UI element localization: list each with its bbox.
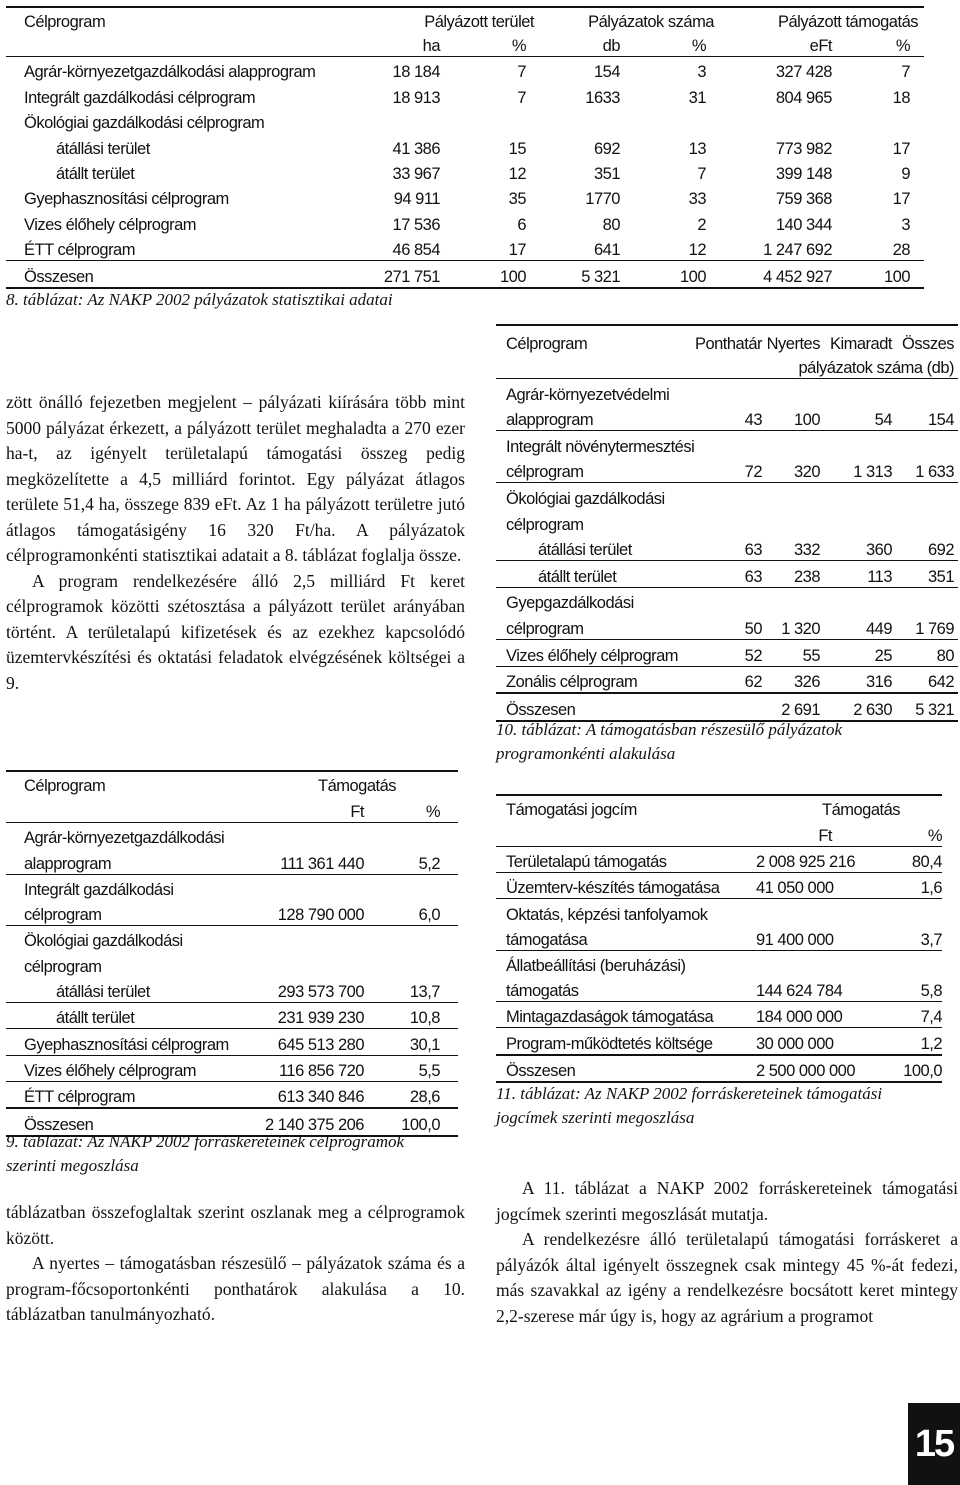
- cell-value: 5 321: [581, 267, 620, 286]
- table-9: [6, 770, 458, 1137]
- table-row: [6, 209, 924, 234]
- cell-value: 1 769: [915, 619, 954, 638]
- table-row: [496, 847, 942, 873]
- cell-value: 113: [867, 567, 892, 586]
- cell-value: 80: [602, 215, 620, 234]
- cell-value: 1 320: [781, 619, 820, 638]
- cell-value: 30,1: [409, 1035, 440, 1054]
- cell-value: 28,6: [409, 1088, 440, 1107]
- body-text-1: [6, 390, 465, 696]
- cell-value: 18 184: [392, 63, 440, 82]
- cell-value: 9: [901, 164, 910, 183]
- table-row: [6, 823, 458, 848]
- cell-value: 100,0: [401, 1115, 440, 1134]
- table-row: [496, 1028, 942, 1054]
- cell-value: 759 368: [775, 190, 832, 209]
- cell-value: 641: [593, 241, 620, 260]
- cell-value: 2 008 925 216: [756, 853, 856, 872]
- row-label: Agrár-környezetgazdálkodási alapprogram: [24, 63, 316, 82]
- body-text-3: [496, 1176, 958, 1329]
- table-8: [6, 6, 924, 289]
- cell-value: 293 573 700: [277, 983, 364, 1002]
- cell-value: 7: [517, 88, 526, 107]
- table-row: [6, 1056, 458, 1082]
- cell-value: 116 856 720: [278, 1061, 364, 1080]
- cell-value: 1 633: [915, 463, 954, 482]
- cell-value: 399 148: [775, 164, 832, 183]
- table-row: [6, 875, 458, 900]
- cell-value: 326: [793, 673, 820, 692]
- cell-value: 18 913: [392, 88, 440, 107]
- cell-value: 10,8: [409, 1009, 440, 1028]
- row-label: átállási terület: [56, 983, 150, 1002]
- row-label: átállt terület: [538, 567, 617, 586]
- cell-value: 55: [802, 646, 820, 665]
- cell-value: 17: [892, 190, 910, 209]
- cell-value: 41 050 000: [756, 879, 834, 898]
- table-row: [6, 159, 924, 184]
- cell-value: 13,7: [409, 983, 440, 1002]
- row-label: támogatás: [506, 982, 579, 1001]
- row-label: Vizes élőhely célprogram: [24, 215, 197, 234]
- body-text-2: [6, 1200, 465, 1328]
- cell-value: 43: [744, 411, 762, 430]
- row-label: Gyephasznosítási célprogram: [24, 190, 229, 209]
- cell-value: 80: [936, 646, 954, 665]
- row-label: Integrált gazdálkodási célprogram: [24, 88, 256, 107]
- t8-unit: %: [511, 37, 526, 55]
- cell-value: 773 982: [775, 139, 832, 158]
- table-row: [496, 509, 958, 535]
- cell-value: 128 790 000: [277, 906, 364, 925]
- table-row: [496, 483, 958, 509]
- table-row: [6, 848, 458, 874]
- row-label: Ökológiai gazdálkodási: [506, 489, 665, 508]
- t10-subheader: pályázatok száma (db): [798, 359, 954, 377]
- cell-value: 111 361 440: [280, 854, 364, 873]
- t8-unit: ha: [422, 37, 440, 55]
- cell-value: 3,7: [920, 930, 942, 949]
- cell-value: 100: [793, 411, 820, 430]
- table-10: [496, 324, 958, 722]
- table-row: [6, 57, 924, 82]
- cell-value: 7: [697, 164, 706, 183]
- cell-value: 31: [688, 88, 706, 107]
- row-label: Mintagazdaságok támogatása: [506, 1008, 714, 1027]
- t10-header-missed: Kimaradt: [829, 335, 892, 353]
- row-label: Területalapú támogatás: [506, 853, 667, 872]
- cell-value: 5,2: [418, 854, 440, 873]
- cell-value: 80,4: [911, 853, 942, 872]
- row-label: célprogram: [24, 906, 102, 925]
- cell-value: 154: [593, 63, 620, 82]
- cell-value: 5 321: [915, 700, 954, 719]
- row-label: Zonális célprogram: [506, 673, 638, 692]
- paragraph-text: táblázatban összefoglaltak szerint oszlanak meg a célprogramok között.: [6, 1202, 465, 1248]
- table-row: [6, 1003, 458, 1029]
- cell-value: 449: [865, 619, 892, 638]
- table-row: [496, 951, 942, 976]
- cell-value: 1 313: [853, 463, 892, 482]
- t10-header-program: Célprogram: [506, 335, 588, 353]
- t8-unit: %: [895, 37, 910, 55]
- row-label: Üzemterv-készítés támogatása: [506, 879, 720, 898]
- row-label: alapprogram: [24, 854, 112, 873]
- table-row: [6, 900, 458, 926]
- t9-header-program: Célprogram: [24, 777, 106, 795]
- t8-header-program: Célprogram: [24, 13, 106, 31]
- row-label: Oktatás, képzési tanfolyamok: [506, 905, 708, 924]
- paragraph: A 11. táblázat a NAKP 2002 forráskereteinek támogatási jogcímek szerinti megoszlását mutatja.: [496, 1178, 958, 1224]
- table-row: [496, 457, 958, 484]
- table-row: [496, 379, 958, 405]
- table-row: [496, 640, 958, 667]
- paragraph: zött önálló fejezetben megjelent – pályázati kiírására több mint 5000 pályázat érkezett, a pályázott terület meghaladta a 270 ezer ha-t, az igényelt területalapú támogatási összeg pedig megközelítette a 4,5 milliárd forintot. Egy pályázat átlagos területe 51,4 ha, összege 839 eFt. Az 1 ha pályázott területre jutó átlagos támogatásigény 16 320 Ft/ha. A pályázatok célprogramonkénti statisztikai adatait a 8. táblázat foglalja össze.: [6, 392, 465, 565]
- paragraph: A rendelkezésre álló területalapú támogatási forráskeret a pályázók által igényelt összegnek csak mintegy 45 %-át fedezi, más szavakkal az igény a rendelkezésre bocsátott keret mintegy 2,2-szerese már úgy is, hogy az agrárium a programot: [496, 1229, 958, 1326]
- cell-value: 645 513 280: [277, 1035, 364, 1054]
- cell-value: 25: [874, 646, 892, 665]
- row-label: célprogram: [24, 957, 102, 976]
- row-label: Gyepgazdálkodási: [506, 594, 634, 613]
- row-label: Összesen: [506, 1061, 576, 1080]
- row-label: Integrált növénytermesztési: [506, 437, 695, 456]
- row-label: ÉTT célprogram: [24, 1088, 135, 1107]
- cell-value: 184 000 000: [756, 1008, 843, 1027]
- table-row: [6, 951, 458, 976]
- row-label: Összesen: [506, 700, 576, 719]
- table-row: [496, 431, 958, 457]
- cell-value: 2: [697, 215, 706, 234]
- table-8-caption: 8. táblázat: Az NAKP 2002 pályázatok statisztikai adatai: [6, 290, 393, 309]
- cell-value: 231 939 230: [277, 1009, 364, 1028]
- row-label: célprogram: [506, 619, 584, 638]
- cell-value: 1 247 692: [763, 241, 832, 260]
- cell-value: 7: [517, 63, 526, 82]
- cell-value: 6: [517, 215, 526, 234]
- table-row: [496, 588, 958, 614]
- cell-value: 7,4: [920, 1008, 942, 1027]
- cell-value: 18: [892, 88, 910, 107]
- cell-value: 100: [499, 267, 526, 286]
- cell-value: 613 340 846: [277, 1088, 364, 1107]
- row-label: támogatása: [506, 930, 588, 949]
- table-row: [6, 108, 924, 133]
- cell-value: 100,0: [903, 1061, 942, 1080]
- cell-value: 33: [688, 190, 706, 209]
- t10-header-total: Összes: [901, 335, 954, 353]
- cell-value: 316: [865, 673, 892, 692]
- table-row: [496, 925, 942, 951]
- cell-value: 12: [508, 164, 526, 183]
- row-label: átállt terület: [56, 164, 135, 183]
- t8-header-area: Pályázott terület: [424, 13, 534, 31]
- table-row: [496, 873, 942, 899]
- page-number: 15: [908, 1403, 960, 1485]
- cell-value: 17: [508, 241, 526, 260]
- t11-header-title: Támogatási jogcím: [506, 801, 637, 819]
- cell-value: 2 691: [781, 700, 820, 719]
- row-label: Gyephasznosítási célprogram: [24, 1035, 229, 1054]
- t8-unit: %: [691, 37, 706, 55]
- cell-value: 72: [744, 463, 762, 482]
- cell-value: 804 965: [775, 88, 832, 107]
- cell-value: 332: [793, 541, 820, 560]
- cell-value: 41 386: [392, 139, 440, 158]
- t8-unit: db: [602, 37, 620, 55]
- cell-value: 46 854: [392, 241, 440, 260]
- cell-value: 7: [901, 63, 910, 82]
- t8-header-count: Pályázatok száma: [588, 13, 714, 31]
- table-row: [496, 976, 942, 1002]
- cell-value: 351: [927, 567, 954, 586]
- table-row: [496, 899, 942, 924]
- table-row: [496, 1055, 942, 1083]
- t9-header-support: Támogatás: [318, 777, 397, 795]
- cell-value: 100: [883, 267, 910, 286]
- table-row: [496, 1002, 942, 1028]
- paragraph: A program rendelkezésére álló 2,5 milliárd Ft keret célprogramok közötti szétosztása a pályázott terület arányában történt. A területalapú kifizetések és az ezekhez kapcsolódó üzemtervkészítési és oktatási feladatok elvégzésének költségei a 9.: [6, 570, 465, 693]
- row-label: átállási terület: [538, 541, 632, 560]
- cell-value: 351: [593, 164, 620, 183]
- table-row: [496, 535, 958, 562]
- table-11-caption: 11. táblázat: Az NAKP 2002 forráskereteinek támogatási jogcímek szerinti megoszlása: [496, 1084, 883, 1127]
- cell-value: 91 400 000: [756, 930, 834, 949]
- cell-value: 154: [927, 411, 954, 430]
- cell-value: 54: [874, 411, 892, 430]
- cell-value: 50: [744, 619, 762, 638]
- row-label: átállási terület: [56, 139, 150, 158]
- cell-value: 13: [688, 139, 706, 158]
- table-row: [6, 1082, 458, 1108]
- cell-value: 692: [593, 139, 620, 158]
- table-row: [6, 82, 924, 107]
- cell-value: 1770: [585, 190, 620, 209]
- t9-unit: Ft: [350, 803, 364, 821]
- t9-unit: %: [425, 803, 440, 821]
- row-label: célprogram: [506, 463, 584, 482]
- row-label: Program-működtetés költsége: [506, 1034, 713, 1053]
- cell-value: 140 344: [775, 215, 832, 234]
- row-label: Összesen: [24, 267, 94, 286]
- table-row: [496, 667, 958, 694]
- cell-value: 17 536: [392, 215, 440, 234]
- cell-value: 144 624 784: [756, 982, 843, 1001]
- t10-header-winner: Nyertes: [766, 335, 820, 353]
- cell-value: 15: [508, 139, 526, 158]
- row-label: Agrár-környezetgazdálkodási: [24, 829, 225, 848]
- cell-value: 63: [744, 541, 762, 560]
- paragraph: [6, 1200, 465, 1251]
- t11-unit: Ft: [818, 827, 832, 845]
- cell-value: 1633: [585, 88, 620, 107]
- cell-value: 62: [744, 673, 762, 692]
- cell-value: 642: [927, 673, 954, 692]
- cell-value: 1,6: [920, 879, 942, 898]
- table-10-caption: 10. táblázat: A támogatásban részesülő pályázatok programonkénti alakulása: [496, 720, 842, 763]
- t8-unit: eFt: [809, 37, 832, 55]
- cell-value: 3: [697, 63, 706, 82]
- cell-value: 63: [744, 567, 762, 586]
- paragraph: A nyertes – támogatásban részesülő – pályázatok száma és a program-főcsoportonkénti ponthatárok alakulása a 10. táblázatban tanulmányozható.: [6, 1253, 465, 1324]
- table-11: [496, 794, 942, 1083]
- table-row: [6, 260, 924, 288]
- table-row: [6, 235, 924, 260]
- table-row: [6, 1029, 458, 1055]
- cell-value: 2 500 000 000: [756, 1061, 856, 1080]
- cell-value: 100: [679, 267, 706, 286]
- cell-value: 12: [688, 241, 706, 260]
- cell-value: 692: [927, 541, 954, 560]
- cell-value: 2 630: [853, 700, 892, 719]
- cell-value: 327 428: [775, 63, 832, 82]
- cell-value: 2 140 375 206: [264, 1115, 364, 1134]
- t11-header-support: Támogatás: [822, 801, 901, 819]
- row-label: Ökológiai gazdálkodási: [24, 932, 183, 951]
- cell-value: 1,2: [920, 1034, 942, 1053]
- row-label: Ökológiai gazdálkodási célprogram: [24, 114, 265, 133]
- table-9-caption: 9. táblázat: Az NAKP 2002 forráskereteinek célprogramok szerinti megoszlása: [6, 1132, 405, 1175]
- row-label: Integrált gazdálkodási: [24, 880, 174, 899]
- row-label: átállt terület: [56, 1009, 135, 1028]
- row-label: Összesen: [24, 1115, 94, 1134]
- cell-value: 28: [892, 241, 910, 260]
- cell-value: 3: [901, 215, 910, 234]
- cell-value: 238: [793, 567, 820, 586]
- row-label: Vizes élőhely célprogram: [24, 1061, 197, 1080]
- cell-value: 320: [793, 463, 820, 482]
- cell-value: 30 000 000: [756, 1034, 834, 1053]
- cell-value: 17: [892, 139, 910, 158]
- cell-value: 360: [865, 541, 892, 560]
- t11-unit: %: [927, 827, 942, 845]
- row-label: célprogram: [506, 515, 584, 534]
- table-row: [6, 133, 924, 158]
- row-label: Agrár-környezetvédelmi: [506, 385, 670, 404]
- table-row: [496, 561, 958, 588]
- row-label: alapprogram: [506, 411, 594, 430]
- cell-value: 5,5: [418, 1061, 440, 1080]
- cell-value: 94 911: [393, 190, 440, 209]
- t10-header-threshold: Ponthatár: [694, 335, 762, 353]
- row-label: Állatbeállítási (beruházási): [506, 956, 686, 975]
- table-row: [6, 926, 458, 951]
- cell-value: 6,0: [418, 906, 440, 925]
- cell-value: 4 452 927: [763, 267, 832, 286]
- table-row: [6, 184, 924, 209]
- row-label: Vizes élőhely célprogram: [506, 646, 679, 665]
- table-row: [496, 405, 958, 432]
- t8-header-support: Pályázott támogatás: [778, 13, 918, 31]
- cell-value: 35: [508, 190, 526, 209]
- cell-value: 5,8: [920, 982, 942, 1001]
- cell-value: 271 751: [383, 267, 440, 286]
- table-row: [6, 977, 458, 1003]
- table-row: [496, 613, 958, 640]
- row-label: ÉTT célprogram: [24, 241, 135, 260]
- cell-value: 33 967: [392, 164, 440, 183]
- cell-value: 52: [744, 646, 762, 665]
